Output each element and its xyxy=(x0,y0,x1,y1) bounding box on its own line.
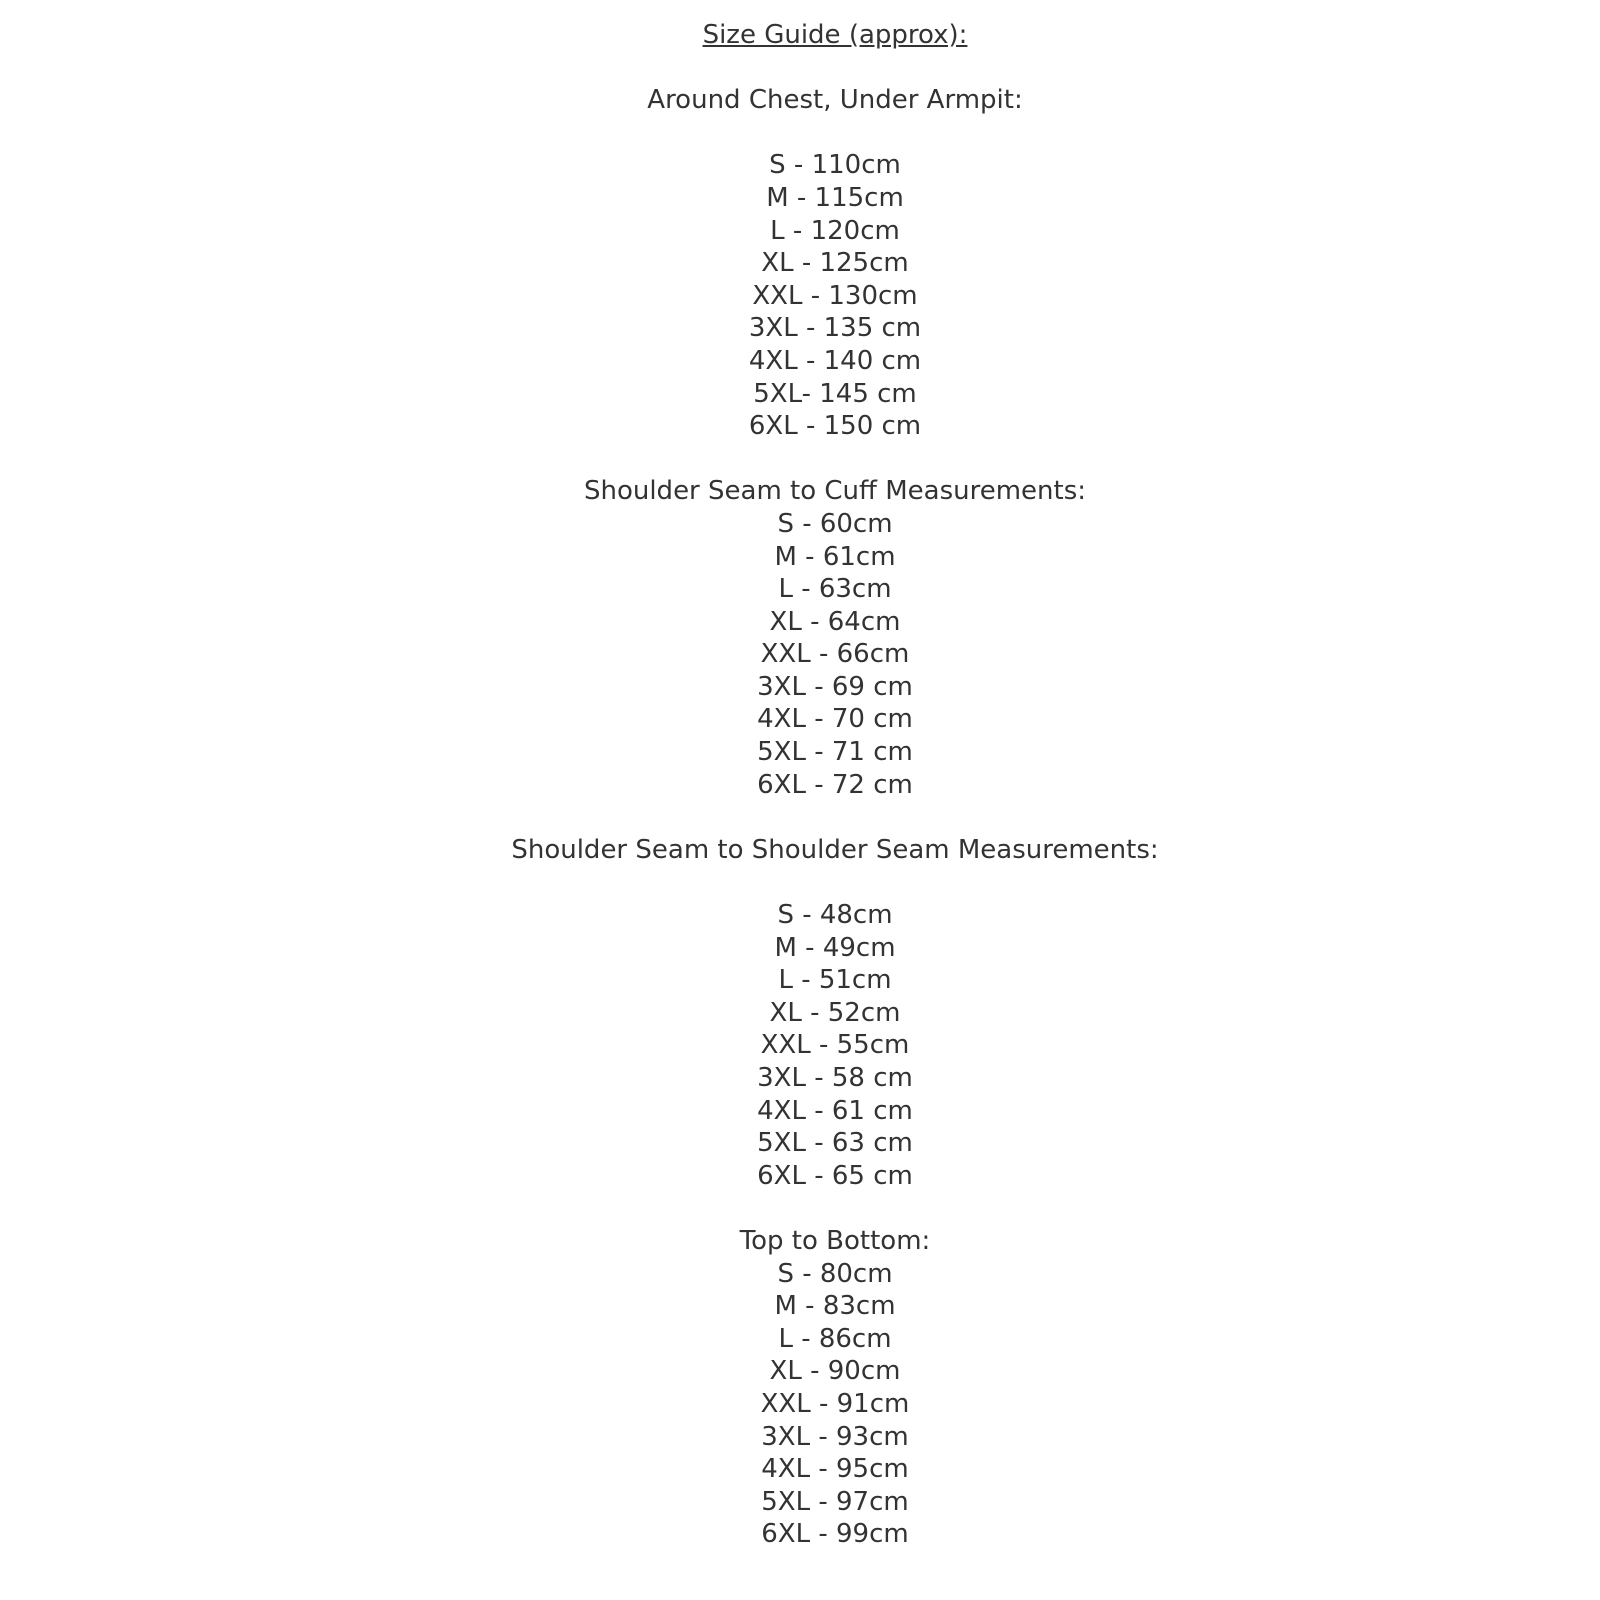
section-heading: Around Chest, Under Armpit: xyxy=(647,85,1023,116)
size-item: M - 61cm xyxy=(774,541,896,572)
blank-line xyxy=(70,801,1600,834)
blank-line xyxy=(70,117,1600,150)
size-item: 3XL - 58 cm xyxy=(757,1063,913,1093)
size-item: L - 63cm xyxy=(778,574,892,605)
size-item: XXL - 55cm xyxy=(760,1030,910,1061)
size-item: 4XL - 95cm xyxy=(761,1454,909,1485)
size-item: L - 86cm xyxy=(778,1323,892,1354)
section-heading: Shoulder Seam to Cuff Measurements: xyxy=(583,476,1087,507)
size-item: XL - 52cm xyxy=(769,997,901,1028)
size-item: 5XL - 71 cm xyxy=(757,737,913,768)
section-heading: Top to Bottom: xyxy=(739,1225,931,1256)
size-item: XL - 125cm xyxy=(761,248,909,279)
size-item: 6XL - 150 cm xyxy=(748,411,922,442)
section-heading: Shoulder Seam to Shoulder Seam Measurements: xyxy=(511,834,1159,865)
size-item: 4XL - 140 cm xyxy=(748,345,922,376)
size-item: 3XL - 93cm xyxy=(761,1421,909,1452)
size-item: XL - 64cm xyxy=(769,606,901,637)
size-item: S - 60cm xyxy=(777,508,893,539)
blank-line xyxy=(70,443,1600,476)
size-item: XL - 90cm xyxy=(769,1356,901,1387)
size-item: XXL - 66cm xyxy=(760,639,910,670)
size-item: L - 120cm xyxy=(770,215,900,246)
size-item: XXL - 130cm xyxy=(752,280,918,311)
size-item: M - 115cm xyxy=(766,182,904,213)
blank-line xyxy=(70,1192,1600,1225)
size-item: 6XL - 65 cm xyxy=(757,1160,913,1191)
size-item: XXL - 91cm xyxy=(760,1388,910,1419)
size-item: 5XL - 97cm xyxy=(761,1486,909,1517)
size-item: 6XL - 99cm xyxy=(761,1519,909,1550)
size-item: 5XL- 145 cm xyxy=(753,378,917,409)
size-item: 4XL - 61 cm xyxy=(757,1095,913,1126)
blank-line xyxy=(70,866,1600,899)
size-section xyxy=(70,84,1600,443)
size-section xyxy=(70,475,1600,801)
page-title: Size Guide (approx): xyxy=(702,20,968,50)
size-item: S - 110cm xyxy=(769,150,901,181)
size-item: 3XL - 69 cm xyxy=(757,671,913,702)
size-guide-document xyxy=(70,0,1600,1551)
sections-container xyxy=(70,84,1600,1551)
size-section xyxy=(70,834,1600,1193)
size-item: S - 80cm xyxy=(777,1258,893,1289)
size-item: S - 48cm xyxy=(777,900,893,931)
size-item: 4XL - 70 cm xyxy=(757,704,913,735)
size-item: 6XL - 72 cm xyxy=(757,769,913,800)
size-item: L - 51cm xyxy=(778,965,892,996)
size-item: M - 83cm xyxy=(774,1291,896,1322)
blank-line xyxy=(70,52,1600,85)
size-item: 3XL - 135 cm xyxy=(748,313,922,344)
size-item: 5XL - 63 cm xyxy=(757,1128,913,1159)
size-section xyxy=(70,1225,1600,1551)
size-item: M - 49cm xyxy=(774,932,896,963)
